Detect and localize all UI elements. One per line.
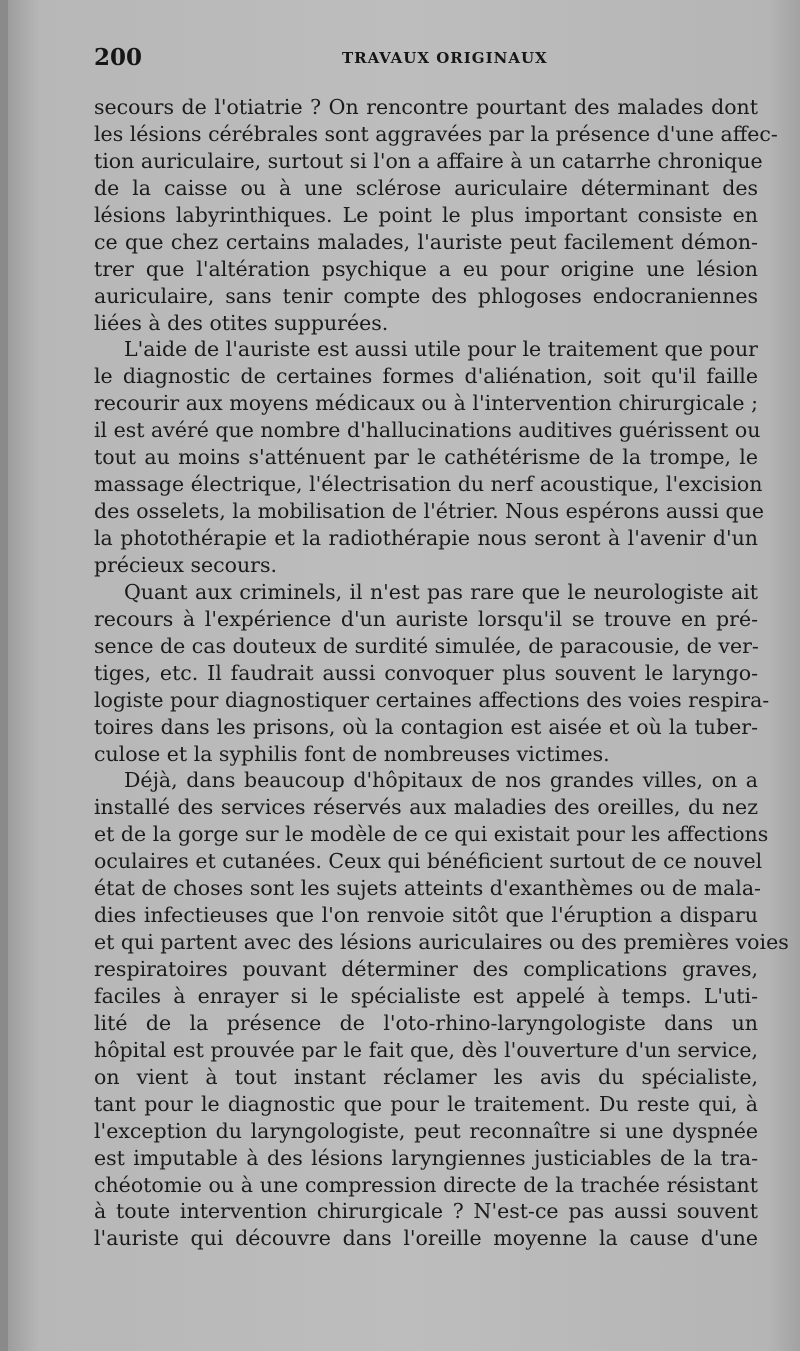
text-line: la photothérapie et la radiothérapie nous seront à l'avenir d'un (94, 526, 758, 550)
text-line: logiste pour diagnostiquer certaines affections des voies respira- (94, 687, 770, 712)
text-line: on vient à tout instant réclamer les avis du spécialiste, (94, 1064, 758, 1089)
text-line: oculaires et cutanées. Ceux qui bénéficient surtout de ce nouvel (94, 849, 763, 874)
text-line: lésions labyrinthiques. Le point le plus important consiste en (94, 202, 758, 227)
text-line: faciles à enrayer si le spécialiste est appelé à temps. L'uti- (94, 983, 758, 1008)
text-line: respiratoires pouvant déterminer des complications graves, (94, 957, 758, 981)
text-line: liées à des otites suppurées. (94, 310, 389, 335)
text-line: et qui partent avec des lésions auriculaires ou des premières voies (94, 930, 789, 955)
text-line: sence de cas douteux de surdité simulée, de paracousie, de ver- (94, 633, 759, 658)
text-line: trer que l'altération psychique a eu pour origine une lésion (94, 256, 758, 281)
text-line: dies infectieuses que l'on renvoie sitôt que l'éruption a disparu (94, 903, 758, 928)
text-line: toires dans les prisons, où la contagion est aisée et où la tuber- (94, 714, 758, 739)
text-line: tiges, etc. Il faudrait aussi convoquer plus souvent le laryngo- (94, 660, 758, 685)
text-line: massage électrique, l'électrisation du nerf acoustique, l'excision (94, 472, 763, 497)
text-line: auriculaire, sans tenir compte des phlogoses endocraniennes (94, 283, 758, 308)
text-line: tion auriculaire, surtout si l'on a affaire à un catarrhe chronique (94, 148, 763, 173)
body-text (94, 94, 789, 1252)
text-line: il est avéré que nombre d'hallucinations auditives guérissent ou (94, 418, 761, 443)
running-head: TRAVAUX ORIGINAUX (342, 49, 548, 67)
text-line: tant pour le diagnostic que pour le traitement. Du reste qui, à (94, 1091, 758, 1116)
text-line: hôpital est prouvée par le fait que, dès l'ouverture d'un service, (94, 1037, 758, 1062)
text-line: des osselets, la mobilisation de l'étrier. Nous espérons aussi que (94, 499, 764, 524)
text-line: les lésions cérébrales sont aggravées par la présence d'une affec- (94, 121, 778, 146)
text-line: l'exception du laryngologiste, peut reconnaître si une dyspnée (94, 1118, 758, 1143)
text-line: chéotomie ou à une compression directe de la trachée résistant (94, 1172, 758, 1197)
book-page (8, 0, 800, 1351)
text-line: tout au moins s'atténuent par le cathétérisme de la trompe, le (94, 445, 758, 470)
text-line: culose et la syphilis font de nombreuses victimes. (94, 741, 610, 766)
text-line: Déjà, dans beaucoup d'hôpitaux de nos grandes villes, on a (124, 768, 758, 793)
text-line: le diagnostic de certaines formes d'aliénation, soit qu'il faille (94, 364, 758, 389)
text-line: secours de l'otiatrie ? On rencontre pourtant des malades dont (94, 95, 758, 119)
text-line: L'aide de l'auriste est aussi utile pour le traitement que pour (124, 337, 758, 362)
text-line: l'auriste qui découvre dans l'oreille moyenne la cause d'une (94, 1226, 758, 1251)
page-header (94, 44, 734, 76)
text-line: Quant aux criminels, il n'est pas rare que le neurologiste ait (124, 579, 758, 604)
text-line: recourir aux moyens médicaux ou à l'intervention chirurgicale ; (94, 391, 758, 416)
text-line: installé des services réservés aux maladies des oreilles, du nez (94, 795, 758, 820)
text-line: ce que chez certains malades, l'auriste peut facilement démon- (94, 229, 758, 254)
text-line: de la caisse ou à une sclérose auriculaire déterminant des (94, 175, 758, 200)
text-line: état de choses sont les sujets atteints d'exanthèmes ou de mala- (94, 876, 761, 901)
text-line: lité de la présence de l'oto-rhino-laryngologiste dans un (94, 1010, 758, 1035)
text-line: est imputable à des lésions laryngiennes justiciables de la tra- (94, 1145, 758, 1170)
text-line: recours à l'expérience d'un auriste lorsqu'il se trouve en pré- (94, 606, 758, 631)
text-line: précieux secours. (94, 552, 278, 577)
text-line: et de la gorge sur le modèle de ce qui existait pour les affections (94, 822, 769, 847)
text-line: à toute intervention chirurgicale ? N'est-ce pas aussi souvent (94, 1199, 758, 1224)
page-number: 200 (94, 44, 143, 71)
